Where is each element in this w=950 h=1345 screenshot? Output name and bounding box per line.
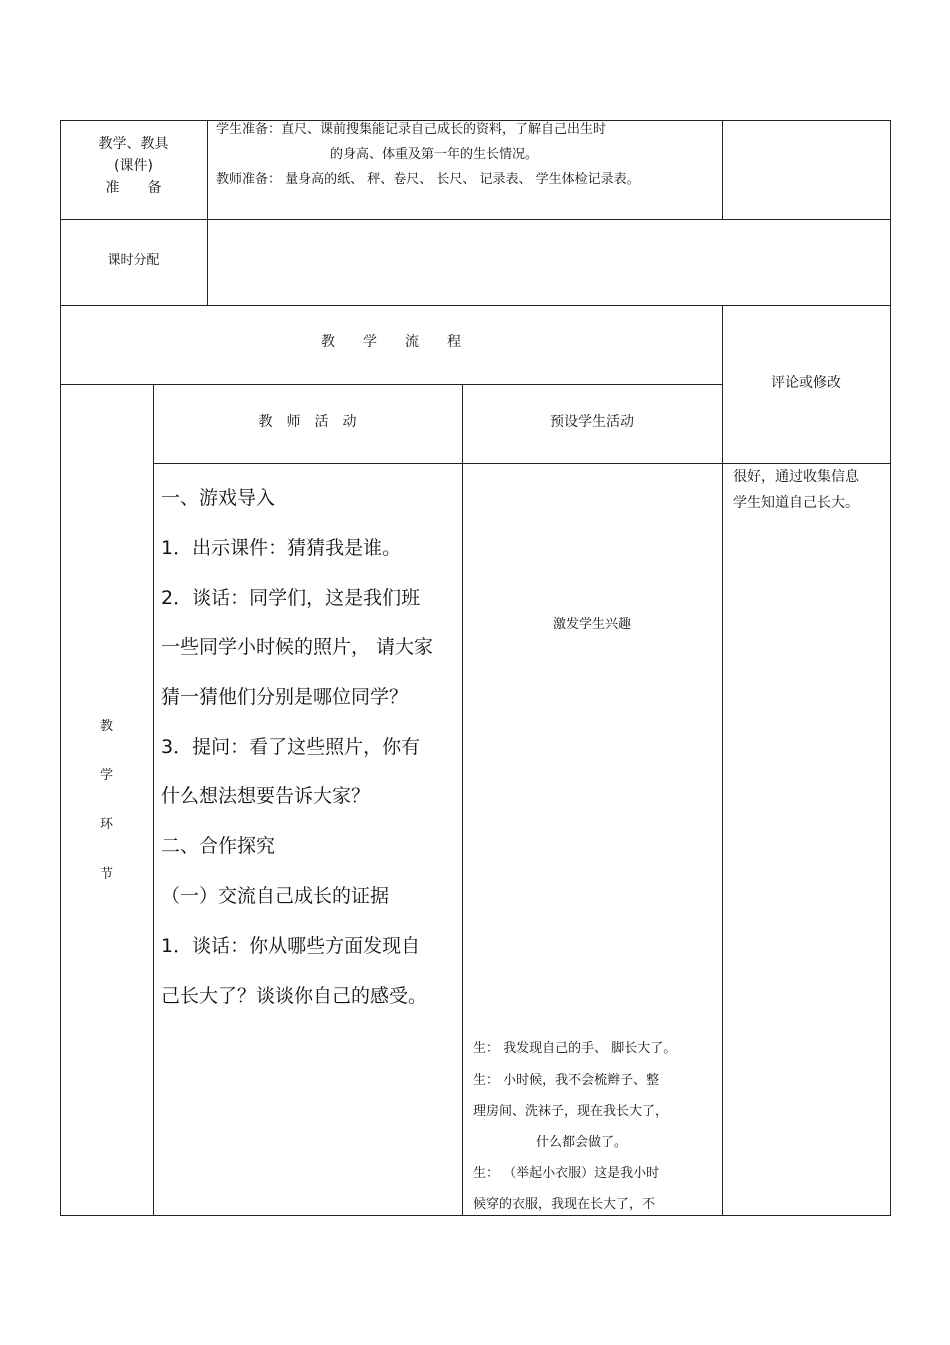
table-col-divider [462, 384, 463, 1216]
teacher-activity-line: 1．谈话：你从哪些方面发现自 [161, 935, 421, 957]
prep-label-line: 教学、教具 [98, 136, 169, 152]
table-col-divider [207, 120, 208, 305]
teacher-activity-line: 猜一猜他们分别是哪位同学？ [161, 686, 409, 708]
student-activity-header: 预设学生活动 [550, 414, 634, 430]
comment-line: 很好，通过收集信息 [733, 469, 859, 485]
section-label-char: 节 [99, 867, 113, 882]
table-border-top [60, 120, 891, 121]
comment-line: 学生知道自己长大。 [733, 495, 859, 511]
section-label-char: 学 [99, 768, 113, 783]
student-activity-line: 候穿的衣服，我现在长大了，不 [473, 1197, 656, 1212]
teacher-activity-line: 一、游戏导入 [161, 487, 276, 509]
prep-label [60, 133, 207, 199]
student-activity-line: 理房间、洗袜子，现在我长大了， [473, 1104, 669, 1119]
teacher-activity-line: 什么想法想要告诉大家？ [161, 785, 371, 807]
teacher-prep-line: 教师准备： 量身高的纸、 秤、卷尺、 长尺、 记录表、 学生体检记录表。 [216, 172, 640, 187]
section-label-char: 教 [99, 719, 113, 734]
teacher-activity-line: （一）交流自己成长的证据 [161, 885, 390, 907]
student-activity-line: 生： （举起小衣服）这是我小时 [473, 1166, 660, 1181]
table-col-divider [722, 120, 723, 219]
table-row-divider [60, 219, 891, 220]
table-row-divider [60, 384, 722, 385]
flow-title: 教 学 流 程 [321, 334, 461, 350]
teacher-activity-line: 己长大了？谈谈你自己的感受。 [161, 985, 428, 1007]
student-prep-line: 的身高、体重及第一年的生长情况。 [330, 147, 539, 162]
student-activity-interest: 激发学生兴趣 [552, 617, 631, 632]
table-border-right [890, 120, 891, 1216]
teacher-activity-line: 二、合作探究 [161, 835, 276, 857]
student-activity-line: 什么都会做了。 [536, 1135, 628, 1150]
schedule-label: 课时分配 [107, 253, 160, 268]
table-border-bottom [60, 1215, 891, 1216]
student-activity-line: 生： 我发现自己的手、 脚长大了。 [473, 1041, 677, 1056]
teacher-activity-line: 2．谈话：同学们，这是我们班 [161, 587, 421, 609]
table-row-divider [60, 305, 891, 306]
table-border-left [60, 120, 61, 1216]
teacher-activity-line: 1．出示课件：猜猜我是谁。 [161, 537, 402, 559]
student-activity-line: 生： 小时候，我不会梳辫子、整 [473, 1073, 660, 1088]
teacher-activity-header: 教 师 活 动 [258, 414, 357, 430]
prep-label-line: (课件) [114, 158, 153, 174]
prep-label-line: 准 备 [105, 180, 162, 196]
teacher-activity-line: 一些同学小时候的照片， 请大家 [161, 636, 434, 658]
comment-header: 评论或修改 [771, 375, 841, 391]
teacher-activity-line: 3．提问：看了这些照片，你有 [161, 736, 421, 758]
student-prep-line: 学生准备：直尺、课前搜集能记录自己成长的资料，了解自己出生时 [216, 122, 607, 137]
table-col-divider [722, 305, 723, 1216]
table-row-divider [153, 463, 891, 464]
section-label-char: 环 [99, 817, 113, 832]
table-col-divider [153, 384, 154, 1216]
